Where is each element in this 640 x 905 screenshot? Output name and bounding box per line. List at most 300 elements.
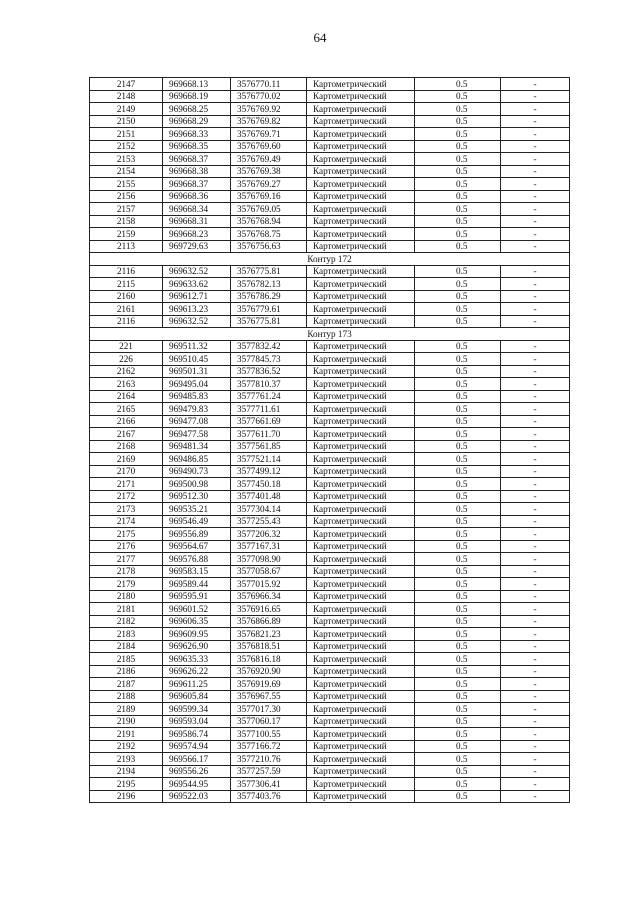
method-cell: Картометрический xyxy=(307,615,415,628)
point-number-cell: 2149 xyxy=(90,103,163,116)
x-coordinate-cell: 969576.88 xyxy=(163,553,231,566)
accuracy-cell: 0.5 xyxy=(415,290,501,303)
note-cell: - xyxy=(501,578,570,591)
table-row xyxy=(90,78,570,91)
y-coordinate-cell: 3576769.05 xyxy=(231,203,307,216)
point-number-cell: 2167 xyxy=(90,428,163,441)
contour-header-row xyxy=(90,253,570,266)
y-coordinate-cell: 3576769.60 xyxy=(231,140,307,153)
y-coordinate-cell: 3576916.65 xyxy=(231,603,307,616)
accuracy-cell: 0.5 xyxy=(415,665,501,678)
method-cell: Картометрический xyxy=(307,303,415,316)
method-cell: Картометрический xyxy=(307,690,415,703)
point-number-cell: 2186 xyxy=(90,665,163,678)
note-cell: - xyxy=(501,165,570,178)
accuracy-cell: 0.5 xyxy=(415,590,501,603)
table-row xyxy=(90,465,570,478)
note-cell: - xyxy=(501,415,570,428)
note-cell: - xyxy=(501,703,570,716)
x-coordinate-cell: 969512.30 xyxy=(163,490,231,503)
point-number-cell: 2189 xyxy=(90,703,163,716)
method-cell: Картометрический xyxy=(307,115,415,128)
accuracy-cell: 0.5 xyxy=(415,303,501,316)
y-coordinate-cell: 3576782.13 xyxy=(231,278,307,291)
y-coordinate-cell: 3576779.61 xyxy=(231,303,307,316)
table-row xyxy=(90,765,570,778)
note-cell: - xyxy=(501,653,570,666)
accuracy-cell: 0.5 xyxy=(415,728,501,741)
x-coordinate-cell: 969477.58 xyxy=(163,428,231,441)
point-number-cell: 2177 xyxy=(90,553,163,566)
table-row xyxy=(90,178,570,191)
y-coordinate-cell: 3577100.55 xyxy=(231,728,307,741)
method-cell: Картометрический xyxy=(307,490,415,503)
note-cell: - xyxy=(501,403,570,416)
table-row xyxy=(90,228,570,241)
point-number-cell: 2154 xyxy=(90,165,163,178)
table-row xyxy=(90,703,570,716)
method-cell: Картометрический xyxy=(307,228,415,241)
method-cell: Картометрический xyxy=(307,628,415,641)
table-row xyxy=(90,403,570,416)
note-cell: - xyxy=(501,528,570,541)
note-cell: - xyxy=(501,340,570,353)
note-cell: - xyxy=(501,315,570,328)
table-row xyxy=(90,628,570,641)
table-row xyxy=(90,340,570,353)
method-cell: Картометрический xyxy=(307,103,415,116)
x-coordinate-cell: 969632.52 xyxy=(163,265,231,278)
table-row xyxy=(90,615,570,628)
table-row xyxy=(90,753,570,766)
note-cell: - xyxy=(501,103,570,116)
point-number-cell: 2153 xyxy=(90,153,163,166)
note-cell: - xyxy=(501,778,570,791)
table-row xyxy=(90,165,570,178)
y-coordinate-cell: 3576769.16 xyxy=(231,190,307,203)
coordinates-table-body xyxy=(90,78,570,803)
note-cell: - xyxy=(501,378,570,391)
point-number-cell: 2184 xyxy=(90,640,163,653)
point-number-cell: 2155 xyxy=(90,178,163,191)
y-coordinate-cell: 3577304.14 xyxy=(231,503,307,516)
table-row xyxy=(90,453,570,466)
method-cell: Картометрический xyxy=(307,165,415,178)
x-coordinate-cell: 969668.38 xyxy=(163,165,231,178)
method-cell: Картометрический xyxy=(307,190,415,203)
note-cell: - xyxy=(501,353,570,366)
accuracy-cell: 0.5 xyxy=(415,378,501,391)
note-cell: - xyxy=(501,265,570,278)
contour-label: Контур 173 xyxy=(90,328,570,341)
note-cell: - xyxy=(501,365,570,378)
x-coordinate-cell: 969486.85 xyxy=(163,453,231,466)
table-row xyxy=(90,515,570,528)
note-cell: - xyxy=(501,678,570,691)
y-coordinate-cell: 3576775.81 xyxy=(231,265,307,278)
point-number-cell: 221 xyxy=(90,340,163,353)
y-coordinate-cell: 3577836.52 xyxy=(231,365,307,378)
x-coordinate-cell: 969668.25 xyxy=(163,103,231,116)
point-number-cell: 2185 xyxy=(90,653,163,666)
y-coordinate-cell: 3577810.37 xyxy=(231,378,307,391)
note-cell: - xyxy=(501,715,570,728)
y-coordinate-cell: 3576770.02 xyxy=(231,90,307,103)
accuracy-cell: 0.5 xyxy=(415,315,501,328)
table-row xyxy=(90,103,570,116)
y-coordinate-cell: 3576770.11 xyxy=(231,78,307,91)
accuracy-cell: 0.5 xyxy=(415,178,501,191)
point-number-cell: 2168 xyxy=(90,440,163,453)
y-coordinate-cell: 3577257.59 xyxy=(231,765,307,778)
x-coordinate-cell: 969564.67 xyxy=(163,540,231,553)
x-coordinate-cell: 969566.17 xyxy=(163,753,231,766)
y-coordinate-cell: 3577167.31 xyxy=(231,540,307,553)
accuracy-cell: 0.5 xyxy=(415,153,501,166)
table-row xyxy=(90,578,570,591)
point-number-cell: 2182 xyxy=(90,615,163,628)
note-cell: - xyxy=(501,290,570,303)
method-cell: Картометрический xyxy=(307,503,415,516)
table-row xyxy=(90,215,570,228)
y-coordinate-cell: 3577401.48 xyxy=(231,490,307,503)
table-row xyxy=(90,415,570,428)
table-row xyxy=(90,390,570,403)
point-number-cell: 2174 xyxy=(90,515,163,528)
table-row xyxy=(90,740,570,753)
x-coordinate-cell: 969522.03 xyxy=(163,790,231,803)
note-cell: - xyxy=(501,503,570,516)
x-coordinate-cell: 969668.33 xyxy=(163,128,231,141)
method-cell: Картометрический xyxy=(307,315,415,328)
table-row xyxy=(90,728,570,741)
y-coordinate-cell: 3576967.55 xyxy=(231,690,307,703)
table-row xyxy=(90,365,570,378)
note-cell: - xyxy=(501,515,570,528)
note-cell: - xyxy=(501,540,570,553)
table-row xyxy=(90,603,570,616)
method-cell: Картометрический xyxy=(307,653,415,666)
x-coordinate-cell: 969635.33 xyxy=(163,653,231,666)
method-cell: Картометрический xyxy=(307,453,415,466)
accuracy-cell: 0.5 xyxy=(415,490,501,503)
accuracy-cell: 0.5 xyxy=(415,640,501,653)
accuracy-cell: 0.5 xyxy=(415,553,501,566)
method-cell: Картометрический xyxy=(307,540,415,553)
x-coordinate-cell: 969611.25 xyxy=(163,678,231,691)
x-coordinate-cell: 969626.90 xyxy=(163,640,231,653)
x-coordinate-cell: 969668.13 xyxy=(163,78,231,91)
table-row xyxy=(90,565,570,578)
accuracy-cell: 0.5 xyxy=(415,715,501,728)
accuracy-cell: 0.5 xyxy=(415,390,501,403)
method-cell: Картометрический xyxy=(307,340,415,353)
point-number-cell: 2116 xyxy=(90,265,163,278)
note-cell: - xyxy=(501,178,570,191)
point-number-cell: 2151 xyxy=(90,128,163,141)
method-cell: Картометрический xyxy=(307,740,415,753)
method-cell: Картометрический xyxy=(307,640,415,653)
note-cell: - xyxy=(501,553,570,566)
note-cell: - xyxy=(501,753,570,766)
note-cell: - xyxy=(501,390,570,403)
note-cell: - xyxy=(501,478,570,491)
x-coordinate-cell: 969481.34 xyxy=(163,440,231,453)
x-coordinate-cell: 969595.91 xyxy=(163,590,231,603)
point-number-cell: 2147 xyxy=(90,78,163,91)
x-coordinate-cell: 969668.23 xyxy=(163,228,231,241)
accuracy-cell: 0.5 xyxy=(415,765,501,778)
x-coordinate-cell: 969544.95 xyxy=(163,778,231,791)
y-coordinate-cell: 3577450.18 xyxy=(231,478,307,491)
note-cell: - xyxy=(501,565,570,578)
note-cell: - xyxy=(501,453,570,466)
point-number-cell: 2175 xyxy=(90,528,163,541)
method-cell: Картометрический xyxy=(307,290,415,303)
note-cell: - xyxy=(501,140,570,153)
accuracy-cell: 0.5 xyxy=(415,528,501,541)
method-cell: Картометрический xyxy=(307,215,415,228)
table-row xyxy=(90,303,570,316)
accuracy-cell: 0.5 xyxy=(415,190,501,203)
table-row xyxy=(90,790,570,803)
x-coordinate-cell: 969729.63 xyxy=(163,240,231,253)
note-cell: - xyxy=(501,640,570,653)
method-cell: Картометрический xyxy=(307,578,415,591)
y-coordinate-cell: 3577210.76 xyxy=(231,753,307,766)
y-coordinate-cell: 3577060.17 xyxy=(231,715,307,728)
accuracy-cell: 0.5 xyxy=(415,565,501,578)
point-number-cell: 2191 xyxy=(90,728,163,741)
method-cell: Картометрический xyxy=(307,128,415,141)
table-row xyxy=(90,128,570,141)
note-cell: - xyxy=(501,690,570,703)
note-cell: - xyxy=(501,490,570,503)
accuracy-cell: 0.5 xyxy=(415,140,501,153)
x-coordinate-cell: 969626.22 xyxy=(163,665,231,678)
note-cell: - xyxy=(501,590,570,603)
note-cell: - xyxy=(501,728,570,741)
table-row xyxy=(90,428,570,441)
x-coordinate-cell: 969613.23 xyxy=(163,303,231,316)
table-row xyxy=(90,203,570,216)
method-cell: Картометрический xyxy=(307,265,415,278)
x-coordinate-cell: 969668.19 xyxy=(163,90,231,103)
point-number-cell: 2115 xyxy=(90,278,163,291)
accuracy-cell: 0.5 xyxy=(415,265,501,278)
note-cell: - xyxy=(501,428,570,441)
table-row xyxy=(90,140,570,153)
x-coordinate-cell: 969556.26 xyxy=(163,765,231,778)
y-coordinate-cell: 3577058.67 xyxy=(231,565,307,578)
method-cell: Картометрический xyxy=(307,790,415,803)
y-coordinate-cell: 3576756.63 xyxy=(231,240,307,253)
note-cell: - xyxy=(501,203,570,216)
x-coordinate-cell: 969511.32 xyxy=(163,340,231,353)
accuracy-cell: 0.5 xyxy=(415,353,501,366)
point-number-cell: 2159 xyxy=(90,228,163,241)
point-number-cell: 2196 xyxy=(90,790,163,803)
accuracy-cell: 0.5 xyxy=(415,478,501,491)
note-cell: - xyxy=(501,128,570,141)
table-row xyxy=(90,715,570,728)
accuracy-cell: 0.5 xyxy=(415,228,501,241)
note-cell: - xyxy=(501,790,570,803)
x-coordinate-cell: 969556.89 xyxy=(163,528,231,541)
point-number-cell: 2188 xyxy=(90,690,163,703)
point-number-cell: 2180 xyxy=(90,590,163,603)
method-cell: Картометрический xyxy=(307,440,415,453)
point-number-cell: 2148 xyxy=(90,90,163,103)
note-cell: - xyxy=(501,215,570,228)
y-coordinate-cell: 3577661.69 xyxy=(231,415,307,428)
accuracy-cell: 0.5 xyxy=(415,365,501,378)
accuracy-cell: 0.5 xyxy=(415,453,501,466)
x-coordinate-cell: 969574.94 xyxy=(163,740,231,753)
method-cell: Картометрический xyxy=(307,465,415,478)
y-coordinate-cell: 3577255.43 xyxy=(231,515,307,528)
x-coordinate-cell: 969668.37 xyxy=(163,178,231,191)
y-coordinate-cell: 3576786.29 xyxy=(231,290,307,303)
method-cell: Картометрический xyxy=(307,753,415,766)
point-number-cell: 2156 xyxy=(90,190,163,203)
x-coordinate-cell: 969535.21 xyxy=(163,503,231,516)
x-coordinate-cell: 969583.15 xyxy=(163,565,231,578)
point-number-cell: 2195 xyxy=(90,778,163,791)
y-coordinate-cell: 3577017.30 xyxy=(231,703,307,716)
x-coordinate-cell: 969606.35 xyxy=(163,615,231,628)
point-number-cell: 2152 xyxy=(90,140,163,153)
method-cell: Картометрический xyxy=(307,428,415,441)
table-row xyxy=(90,290,570,303)
x-coordinate-cell: 969589.44 xyxy=(163,578,231,591)
x-coordinate-cell: 969668.35 xyxy=(163,140,231,153)
y-coordinate-cell: 3576769.49 xyxy=(231,153,307,166)
table-row xyxy=(90,503,570,516)
method-cell: Картометрический xyxy=(307,765,415,778)
y-coordinate-cell: 3577098.90 xyxy=(231,553,307,566)
note-cell: - xyxy=(501,115,570,128)
method-cell: Картометрический xyxy=(307,378,415,391)
y-coordinate-cell: 3576775.81 xyxy=(231,315,307,328)
note-cell: - xyxy=(501,240,570,253)
method-cell: Картометрический xyxy=(307,665,415,678)
point-number-cell: 2181 xyxy=(90,603,163,616)
method-cell: Картометрический xyxy=(307,90,415,103)
accuracy-cell: 0.5 xyxy=(415,403,501,416)
method-cell: Картометрический xyxy=(307,178,415,191)
x-coordinate-cell: 969668.34 xyxy=(163,203,231,216)
accuracy-cell: 0.5 xyxy=(415,203,501,216)
accuracy-cell: 0.5 xyxy=(415,753,501,766)
accuracy-cell: 0.5 xyxy=(415,415,501,428)
accuracy-cell: 0.5 xyxy=(415,628,501,641)
table-row xyxy=(90,590,570,603)
accuracy-cell: 0.5 xyxy=(415,103,501,116)
point-number-cell: 2171 xyxy=(90,478,163,491)
method-cell: Картометрический xyxy=(307,390,415,403)
y-coordinate-cell: 3577761.24 xyxy=(231,390,307,403)
table-row xyxy=(90,378,570,391)
point-number-cell: 2164 xyxy=(90,390,163,403)
table-row xyxy=(90,528,570,541)
table-row xyxy=(90,553,570,566)
point-number-cell: 2173 xyxy=(90,503,163,516)
point-number-cell: 2183 xyxy=(90,628,163,641)
accuracy-cell: 0.5 xyxy=(415,503,501,516)
note-cell: - xyxy=(501,78,570,91)
note-cell: - xyxy=(501,665,570,678)
table-row xyxy=(90,240,570,253)
y-coordinate-cell: 3576821.23 xyxy=(231,628,307,641)
table-row xyxy=(90,478,570,491)
table-row xyxy=(90,640,570,653)
y-coordinate-cell: 3577015.92 xyxy=(231,578,307,591)
note-cell: - xyxy=(501,190,570,203)
point-number-cell: 2162 xyxy=(90,365,163,378)
method-cell: Картометрический xyxy=(307,603,415,616)
accuracy-cell: 0.5 xyxy=(415,165,501,178)
y-coordinate-cell: 3576818.51 xyxy=(231,640,307,653)
point-number-cell: 2194 xyxy=(90,765,163,778)
accuracy-cell: 0.5 xyxy=(415,440,501,453)
accuracy-cell: 0.5 xyxy=(415,78,501,91)
point-number-cell: 2187 xyxy=(90,678,163,691)
method-cell: Картометрический xyxy=(307,203,415,216)
accuracy-cell: 0.5 xyxy=(415,703,501,716)
y-coordinate-cell: 3576966.34 xyxy=(231,590,307,603)
y-coordinate-cell: 3576920.90 xyxy=(231,665,307,678)
x-coordinate-cell: 969668.36 xyxy=(163,190,231,203)
accuracy-cell: 0.5 xyxy=(415,278,501,291)
x-coordinate-cell: 969477.08 xyxy=(163,415,231,428)
accuracy-cell: 0.5 xyxy=(415,340,501,353)
x-coordinate-cell: 969490.73 xyxy=(163,465,231,478)
x-coordinate-cell: 969586.74 xyxy=(163,728,231,741)
point-number-cell: 2178 xyxy=(90,565,163,578)
y-coordinate-cell: 3576816.18 xyxy=(231,653,307,666)
x-coordinate-cell: 969593.04 xyxy=(163,715,231,728)
method-cell: Картометрический xyxy=(307,678,415,691)
note-cell: - xyxy=(501,153,570,166)
point-number-cell: 2150 xyxy=(90,115,163,128)
accuracy-cell: 0.5 xyxy=(415,790,501,803)
point-number-cell: 2113 xyxy=(90,240,163,253)
method-cell: Картометрический xyxy=(307,590,415,603)
point-number-cell: 2163 xyxy=(90,378,163,391)
method-cell: Картометрический xyxy=(307,403,415,416)
table-row xyxy=(90,90,570,103)
point-number-cell: 226 xyxy=(90,353,163,366)
x-coordinate-cell: 969485.83 xyxy=(163,390,231,403)
note-cell: - xyxy=(501,628,570,641)
method-cell: Картометрический xyxy=(307,278,415,291)
note-cell: - xyxy=(501,603,570,616)
x-coordinate-cell: 969668.37 xyxy=(163,153,231,166)
point-number-cell: 2161 xyxy=(90,303,163,316)
note-cell: - xyxy=(501,765,570,778)
point-number-cell: 2192 xyxy=(90,740,163,753)
y-coordinate-cell: 3577306.41 xyxy=(231,778,307,791)
point-number-cell: 2160 xyxy=(90,290,163,303)
accuracy-cell: 0.5 xyxy=(415,215,501,228)
point-number-cell: 2172 xyxy=(90,490,163,503)
y-coordinate-cell: 3576769.82 xyxy=(231,115,307,128)
method-cell: Картометрический xyxy=(307,153,415,166)
method-cell: Картометрический xyxy=(307,415,415,428)
point-number-cell: 2158 xyxy=(90,215,163,228)
method-cell: Картометрический xyxy=(307,365,415,378)
